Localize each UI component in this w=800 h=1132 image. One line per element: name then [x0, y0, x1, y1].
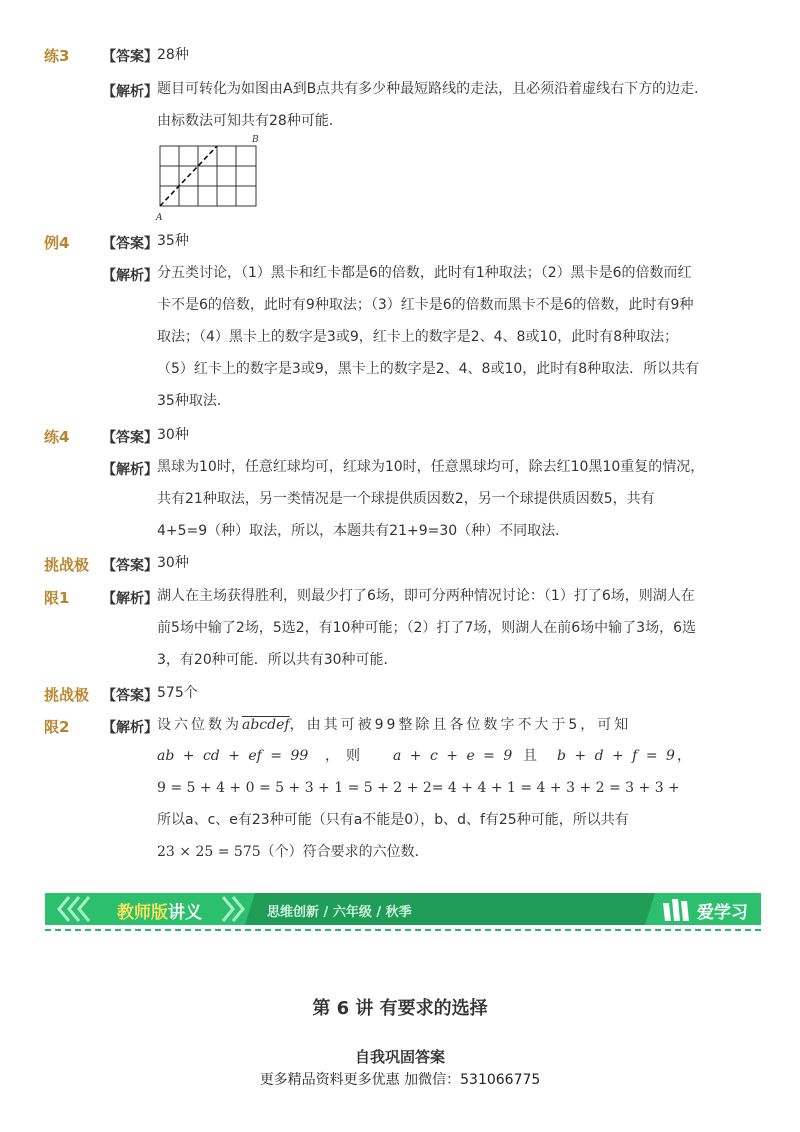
- analysis-label: 【解析】: [102, 591, 158, 607]
- analysis-line: ab + cd + ef = 99 ， 则 a + c + e = 9 且 b + d + f = 9 ，: [157, 748, 691, 764]
- section-tag: 练3: [44, 47, 70, 65]
- analysis-line: 4+5=9（种）取法，所以，本题共有21+9=30（种）不同取法．: [157, 523, 570, 539]
- teacher-banner: [45, 893, 761, 925]
- section-tag: 挑战极: [44, 556, 90, 574]
- lecture-title: 第 6 讲 有要求的选择: [312, 998, 488, 1019]
- analysis-label: 【解析】: [102, 268, 158, 284]
- point-b-label: B: [252, 135, 259, 145]
- analysis-line: 9 = 5 + 4 + 0 = 5 + 3 + 1 = 5 + 2 + 2= 4 + 4 + 1 = 4 + 3 + 2 = 3 + 3 +: [157, 780, 680, 796]
- grid-figure: [152, 132, 264, 222]
- analysis-line: （5）红卡上的数字是3或9，黑卡上的数字是2、4、8或10，此时有8种取法．所以共有: [157, 361, 700, 377]
- answer-value: 30种: [157, 427, 189, 443]
- answer-label: 【答案】: [102, 558, 158, 574]
- answer-label: 【答案】: [102, 49, 158, 65]
- analysis-line: 卡不是6的倍数，此时有9种取法；（3）红卡是6的倍数而黑卡不是6的倍数，此时有9种: [157, 297, 694, 313]
- answer-value: 35种: [157, 233, 189, 249]
- brand-logo: 爱学习: [697, 903, 748, 923]
- analysis-line: 由标数法可知共有28种可能．: [157, 113, 343, 129]
- promo-text: 更多精品资料更多优惠 加微信：531066775: [259, 1072, 541, 1088]
- divider: [45, 929, 761, 931]
- analysis-label: 【解析】: [102, 720, 158, 736]
- answer-label: 【答案】: [102, 688, 158, 704]
- analysis-line: 分五类讨论，（1）黑卡和红卡都是6的倍数，此时有1种取法；（2）黑卡是6的倍数而红: [157, 265, 692, 281]
- answer-label: 【答案】: [102, 236, 158, 252]
- analysis-line: 35种取法．: [157, 393, 231, 409]
- analysis-line: 黑球为10时，任意红球均可，红球为10时，任意黑球均可，除去红10黑10重复的情况，: [157, 459, 705, 475]
- section-tag: 练4: [44, 428, 70, 446]
- analysis-line: 所以a、c、e有23种可能（只有a不能是0），b、d、f有25种可能，所以共有: [157, 812, 629, 828]
- section-tag: 例4: [44, 234, 70, 252]
- analysis-line: 取法；（4）黑卡上的数字是3或9，红卡上的数字是2、4、8或10，此时有8种取法；: [157, 329, 679, 345]
- answer-label: 【答案】: [102, 430, 158, 446]
- analysis-line: 前5场中输了2场，5选2，有10种可能；（2）打了7场，则湖人在前6场中输了3场，6选: [157, 620, 696, 636]
- answer-value: 30种: [157, 555, 189, 571]
- section-subtitle: 自我巩固答案: [354, 1048, 445, 1066]
- teacher-label: 教师版讲义: [117, 903, 202, 923]
- analysis-line: 题目可转化为如图由A到B点共有多少种最短路线的走法，且必须沿着虚线右下方的边走．: [157, 81, 709, 97]
- section-tag: 限1: [44, 589, 70, 607]
- section-tag: 限2: [44, 718, 70, 736]
- analysis-line: 共有21种取法，另一类情况是一个球提供质因数2，另一个球提供质因数5，共有: [157, 491, 655, 507]
- analysis-label: 【解析】: [102, 462, 158, 478]
- analysis-line: 湖人在主场获得胜利，则最少打了6场，即可分两种情况讨论：（1）打了6场，则湖人在: [157, 588, 695, 604]
- analysis-line: 设六位数为abcdef，由其可被99整除且各位数字不大于5，可知: [157, 717, 632, 733]
- analysis-line: 3，有20种可能．所以共有30种可能．: [157, 652, 398, 668]
- analysis-label: 【解析】: [102, 84, 158, 100]
- section-tag: 挑战极: [44, 686, 90, 704]
- breadcrumb: 思维创新 / 六年级 / 秋季: [267, 905, 412, 920]
- answer-value: 575个: [157, 685, 198, 701]
- analysis-line: 23 × 25 = 575（个）符合要求的六位数．: [157, 844, 429, 860]
- point-a-label: A: [156, 213, 163, 222]
- answer-value: 28种: [157, 47, 189, 63]
